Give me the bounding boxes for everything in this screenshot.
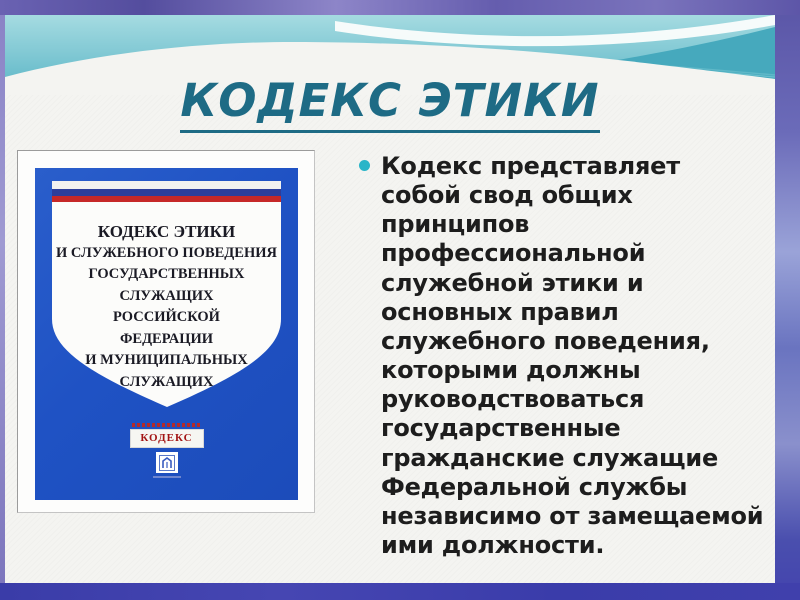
page-title <box>5 74 775 127</box>
book-title-line: И СЛУЖЕБНОГО ПОВЕДЕНИЯ <box>56 244 277 261</box>
prospekt-gate-icon <box>156 452 178 473</box>
publisher-series-label: КОДЕКС <box>130 429 204 448</box>
frame-border-left <box>0 15 5 583</box>
publisher-small-print <box>132 423 202 427</box>
list-item <box>359 152 767 560</box>
book-shield <box>48 181 285 413</box>
page-title-text: КОДЕКС ЭТИКИ <box>180 74 599 133</box>
bullet-text: Кодекс представляет собой свод общих принципов профессиональной служебной этики и основных правил служебного поведения, которыми должны руководствоваться государственные гражданские служащие Федеральной службы независимо от замещаемой ими должности. <box>381 152 764 560</box>
publisher-name-small-print <box>153 476 181 478</box>
book-title-line: РОССИЙСКОЙ <box>113 309 220 325</box>
book-cover-blue <box>35 168 298 500</box>
book-title-line: ГОСУДАРСТВЕННЫХ <box>88 266 245 282</box>
book-title-line: КОДЕКС ЭТИКИ <box>97 222 236 241</box>
book-title-block <box>48 221 285 393</box>
frame-border-top <box>0 0 800 15</box>
book-cover-image <box>17 150 315 513</box>
book-title-line: СЛУЖАЩИХ <box>119 287 214 304</box>
book-title-line: И МУНИЦИПАЛЬНЫХ <box>85 352 248 368</box>
slide-canvas <box>5 15 775 583</box>
bullet-list <box>359 152 767 560</box>
book-title-line: СЛУЖАЩИХ <box>119 373 214 390</box>
book-title-line: ФЕДЕРАЦИИ <box>119 330 214 347</box>
frame-border-bottom <box>0 583 800 600</box>
bullet-icon <box>359 160 370 171</box>
